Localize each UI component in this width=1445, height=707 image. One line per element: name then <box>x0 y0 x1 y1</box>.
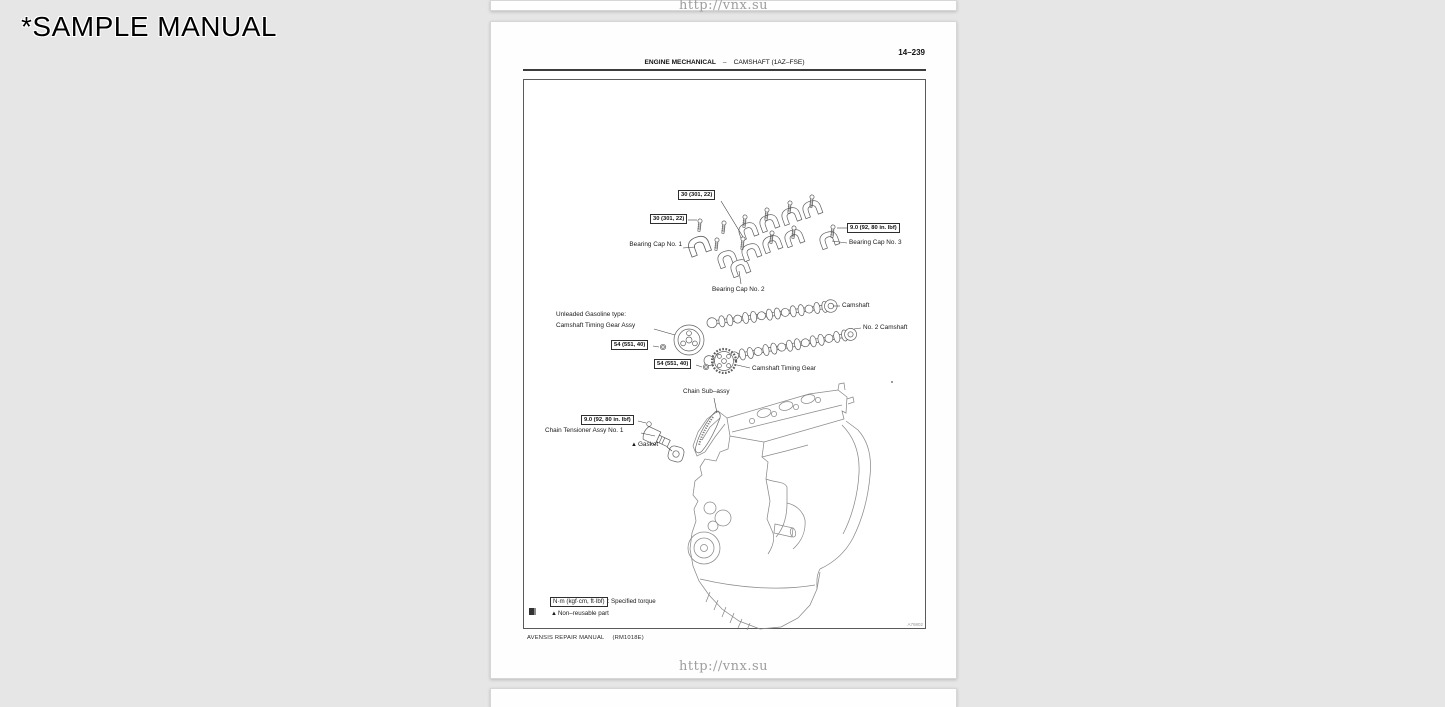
label-no2-camshaft: No. 2 Camshaft <box>863 324 908 331</box>
label-bearing-cap-3: Bearing Cap No. 3 <box>849 239 902 246</box>
header-topic: CAMSHAFT (1AZ–FSE) <box>733 59 805 66</box>
torque-box-30-upper: 30 (301, 22) <box>678 190 715 200</box>
label-camshaft-timing-gear: Camshaft Timing Gear <box>752 365 816 372</box>
next-page-partial <box>490 688 957 707</box>
timing-chain-drawing <box>695 411 720 453</box>
page-header <box>523 59 926 71</box>
watermark-link-top[interactable]: http://vnx.su <box>678 0 768 13</box>
leader-lines <box>638 201 861 451</box>
figure-code: A79802 <box>907 622 923 627</box>
header-section: ENGINE MECHANICAL <box>644 59 716 66</box>
engine-block-drawing <box>688 383 871 630</box>
legend-torque-note: : Specified torque <box>607 598 656 605</box>
camshaft-drawing <box>706 299 838 330</box>
torque-box-9-top: 9.0 (92, 80 in. lbf) <box>847 223 900 233</box>
engine-line-art <box>524 80 927 630</box>
stray-dot <box>891 381 893 383</box>
label-chain-sub-assy: Chain Sub–assy <box>683 388 730 395</box>
non-reusable-triangle-icon: ▲ <box>631 442 637 448</box>
footer-manual-code: (RM1018E) <box>612 635 644 641</box>
legend-torque-unit: N·m (kgf·cm, ft·lbf) <box>550 597 608 607</box>
page-footer <box>527 635 644 641</box>
watermark-link-bottom[interactable]: http://vnx.su <box>678 659 768 674</box>
bearing-caps-and-bolts <box>686 195 840 278</box>
non-reusable-triangle-icon: ▲ <box>551 611 557 617</box>
label-bearing-cap-1: Bearing Cap No. 1 <box>629 241 682 248</box>
label-unleaded-type-line1: Unleaded Gasoline type: <box>556 311 626 318</box>
torque-box-9-bottom: 9.0 (92, 80 in. lbf) <box>581 415 634 425</box>
label-bearing-cap-2: Bearing Cap No. 2 <box>712 286 765 293</box>
header-separator: – <box>722 59 727 66</box>
camshaft-timing-gear-assy-drawing <box>674 325 704 355</box>
label-camshaft: Camshaft <box>842 302 870 309</box>
torque-box-54-upper: 54 (551, 40) <box>611 340 648 350</box>
previous-page-partial <box>490 0 957 11</box>
legend-nonreusable: ▲Non–reusable part <box>551 610 609 617</box>
sample-manual-label: *SAMPLE MANUAL <box>21 11 277 42</box>
exploded-view-figure <box>523 79 926 629</box>
camshaft-timing-gear-drawing <box>712 349 736 373</box>
manual-page <box>490 21 957 679</box>
legend-marker-icon <box>529 608 536 615</box>
legend-torque <box>550 597 656 607</box>
label-gasket: ▲Gasket <box>631 441 659 448</box>
label-unleaded-type-line2: Camshaft Timing Gear Assy <box>556 322 636 329</box>
footer-manual-title: AVENSIS REPAIR MANUAL <box>527 635 605 641</box>
torque-box-54-lower: 54 (551, 40) <box>654 359 691 369</box>
gasket-drawing <box>667 445 685 463</box>
page-number: 14–239 <box>898 48 925 57</box>
torque-box-30-lower: 30 (301, 22) <box>650 214 687 224</box>
label-chain-tensioner: Chain Tensioner Assy No. 1 <box>545 427 624 434</box>
